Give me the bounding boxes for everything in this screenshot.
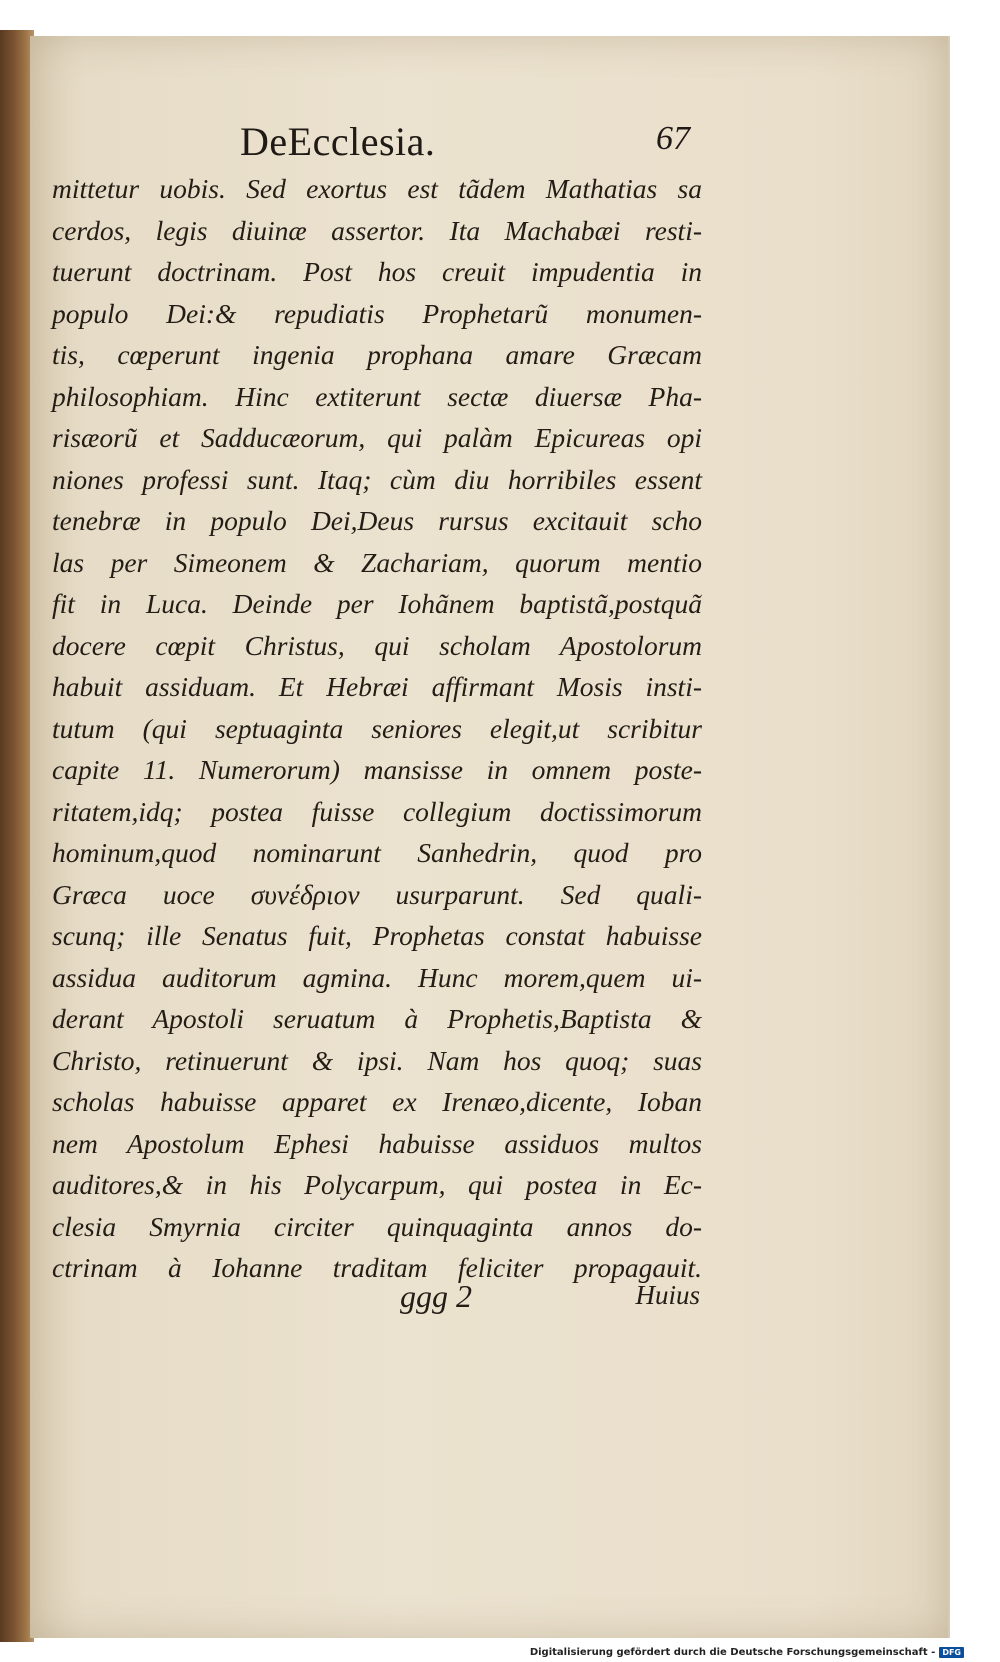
text-line: cerdos, legis diuinæ assertor. Ita Machabæi resti- <box>52 214 702 246</box>
page-footer <box>400 1278 700 1318</box>
text-line: auditores,& in his Polycarpum, qui postea in Ec- <box>52 1169 702 1200</box>
text-line: nem Apostolum Ephesi habuisse assiduos multos <box>52 1127 702 1159</box>
dfg-logo: DFG <box>939 1647 964 1658</box>
page-number: 67 <box>656 120 690 157</box>
text-line: populo Dei:& repudiatis Prophetarũ monumen- <box>52 297 702 329</box>
text-line: philosophiam. Hinc extiterunt sectæ diuersæ Pha- <box>52 380 702 412</box>
book-binding-edge <box>0 30 34 1642</box>
text-line: risæorũ et Sadducæorum, qui palàm Epicureas opi <box>52 422 702 453</box>
text-line: docere cœpit Christus, qui scholam Apostolorum <box>52 629 702 661</box>
text-line: habuit assiduam. Et Hebræi affirmant Mosis insti- <box>52 671 702 702</box>
signature-mark: ggg 2 <box>400 1278 472 1314</box>
text-line: fit in Luca. Deinde per Iohãnem baptistã,postquã <box>52 588 702 619</box>
text-line: tuerunt doctrinam. Post hos creuit impudentia in <box>52 256 702 287</box>
text-line: hominum,quod nominarunt Sanhedrin, quod pro <box>52 837 702 868</box>
catchword: Huius <box>635 1280 700 1310</box>
text-line: mittetur uobis. Sed exortus est tãdem Mathatias sa <box>52 173 702 204</box>
running-title: DeEcclesia. <box>240 119 436 164</box>
text-line: capite 11. Numerorum) mansisse in omnem poste- <box>52 754 702 785</box>
text-line: clesia Smyrnia circiter quinquaginta annos do- <box>52 1210 702 1242</box>
text-line: assidua auditorum agmina. Hunc morem,quem ui- <box>52 961 702 993</box>
credit-text: Digitalisierung gefördert durch die Deutsche Forschungsgemeinschaft - <box>529 1647 936 1658</box>
page-header <box>240 118 690 168</box>
text-line: tenebræ in populo Dei,Deus rursus excitauit scho <box>52 505 702 536</box>
digitization-credit <box>530 1647 964 1658</box>
text-line: tutum (qui septuaginta seniores elegit,ut scribitur <box>52 712 702 744</box>
text-line: las per Simeonem & Zachariam, quorum mentio <box>52 546 702 578</box>
text-line: derant Apostoli seruatum à Prophetis,Baptista & <box>52 1003 702 1034</box>
text-line: ritatem,idq; postea fuisse collegium doctissimorum <box>52 795 702 827</box>
text-line: scunq; ille Senatus fuit, Prophetas constat habuisse <box>52 920 702 951</box>
text-line: Græca uoce συνέδριον usurparunt. Sed quali- <box>52 878 702 910</box>
text-line: scholas habuisse apparet ex Irenæo,dicente, Ioban <box>52 1086 702 1117</box>
text-line: ctrinam à Iohanne traditam feliciter propagauit. <box>52 1252 702 1283</box>
body-text <box>52 168 702 1289</box>
text-line: niones professi sunt. Itaq; cùm diu horribiles essent <box>52 463 702 495</box>
text-line: tis, cœperunt ingenia prophana amare Græcam <box>52 339 702 370</box>
text-line: Christo, retinuerunt & ipsi. Nam hos quoq; suas <box>52 1044 702 1076</box>
